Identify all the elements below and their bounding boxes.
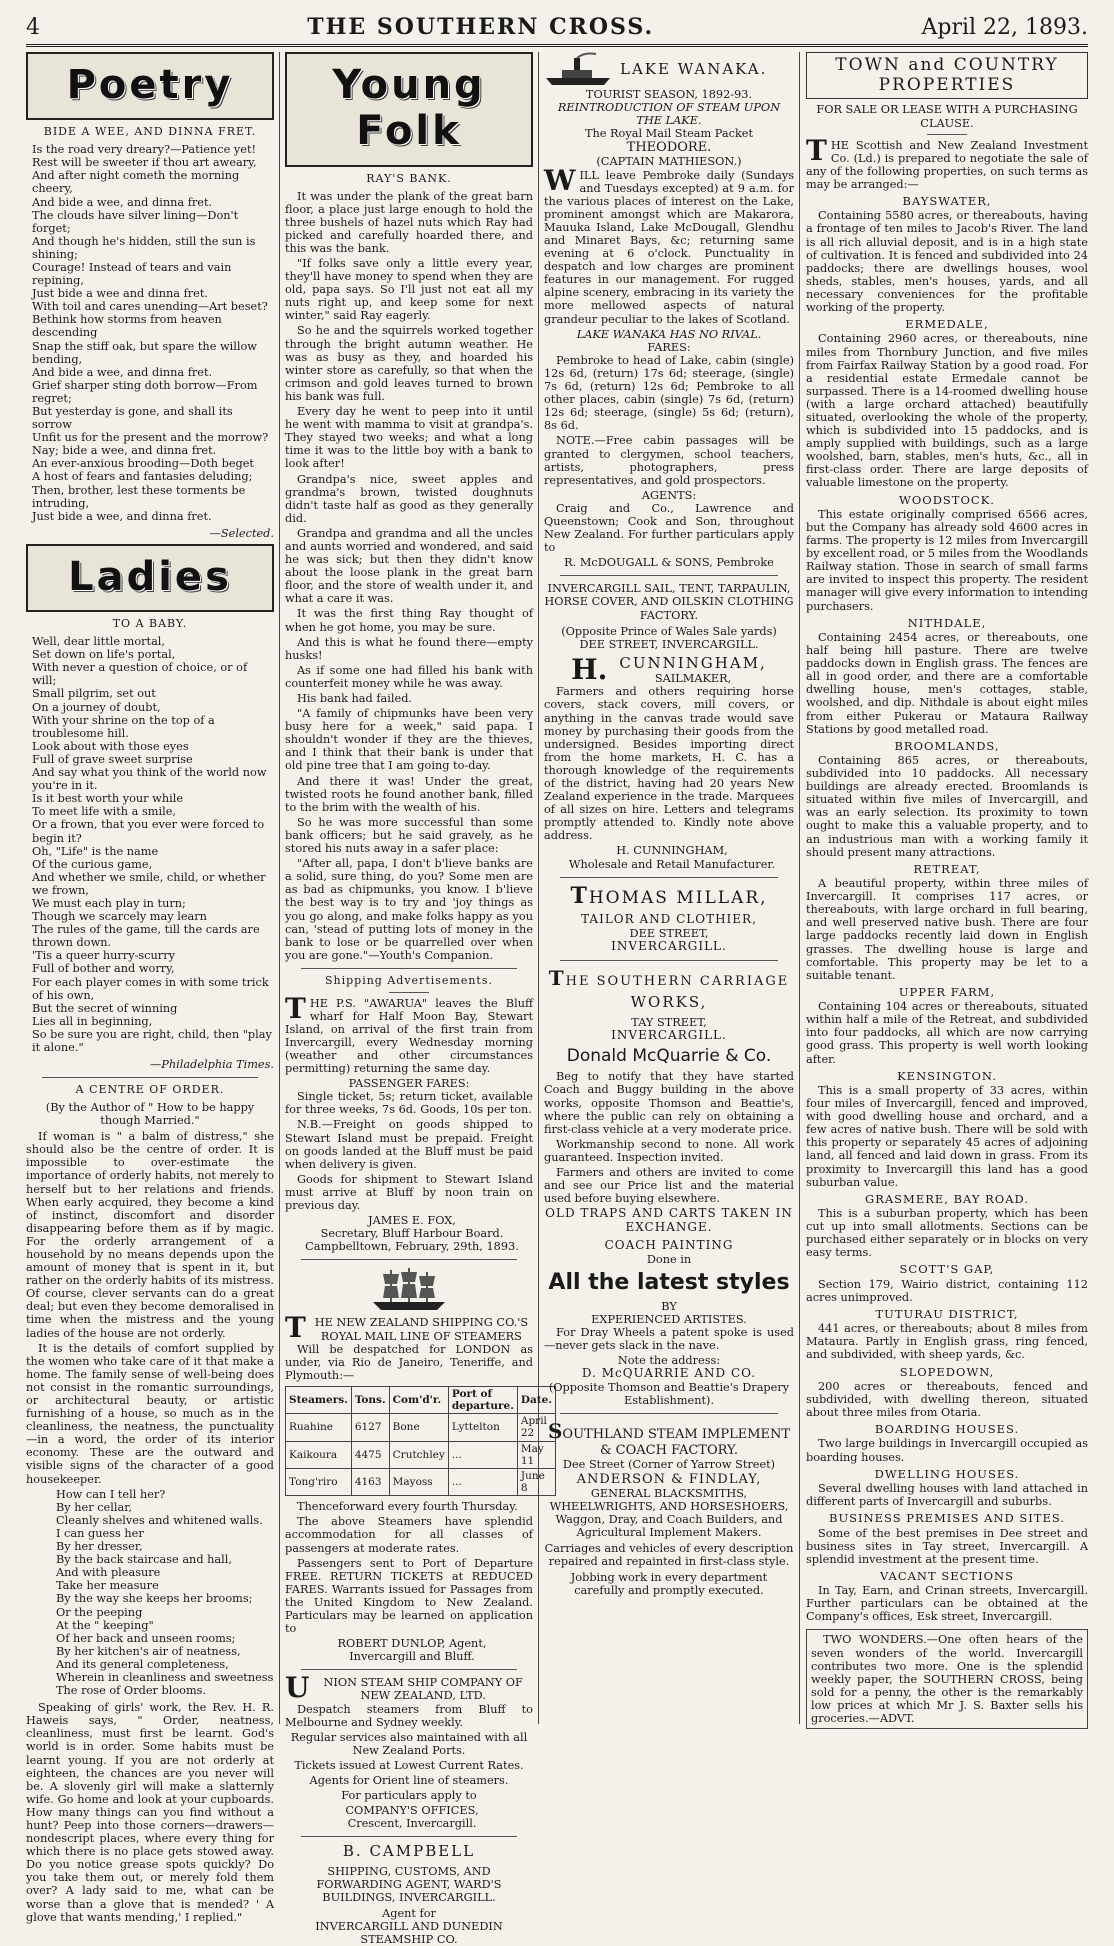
table-header: Tons.: [351, 1386, 389, 1413]
wanaka-rival: LAKE WANAKA HAS NO RIVAL.: [576, 327, 762, 341]
table-cell: Mayoss: [389, 1468, 448, 1495]
wanaka-body: [544, 163, 794, 326]
table-row: [286, 1441, 556, 1468]
dropcap-t: T: [285, 1311, 306, 1345]
article-paragraph: Speaking of girls' work, the Rev. H. R. Haweis says, " Order, neatness, cleanliness, must first be learnt. God's world is in order. Some habits must be learnt young. If you are not orderly at eighteen, the chances are you never will be. A slovenly girl will make a slatternly wife. Go home and look at your cupboards. How many things can you find without a hunt? Peep into those corners—drawers—nondescript places, where every thing for which there is no place gets stowed away. Do you notice grease spots quickly? Do you take them out, or merely fold them over? A lady said to me, what can be worse than a glove that is mended? ' A glove that wants mending,' I replied.": [26, 1701, 274, 1924]
union-signature: COMPANY'S OFFICES, Crescent, Invercargill.: [345, 1804, 479, 1831]
article-paragraph: If woman is " a balm of distress," she should also be the centre of order. It is impossible to over-estimate the importance of orderly habits, not merely to herself but to her relations and friends. When early acquired, they become a kind of instinct, discomfort and disorder disappearing before them as if by magic. For the orderly arrangement of a household by no means depends upon the amount of money that is spent in it, but rather on the orderly habits of its mistress. Of course, clever servants can do a great deal; but even they become demoralised in time when the mistress and the young ladies of the house are not orderly.: [26, 1130, 274, 1340]
column-rule: [279, 52, 280, 1724]
table-cell: Ruahine: [286, 1414, 352, 1441]
property-name: WOODSTOCK.: [899, 492, 995, 507]
divider: [560, 1413, 778, 1414]
steam-waggon: Waggon, Dray, and Coach Builders, and Agricultural Implement Makers.: [555, 1512, 783, 1539]
wanaka-season: TOURIST SEASON, 1892-93.: [585, 88, 753, 101]
property-description: This is a suburban property, which has been cut up into small allotments. Sections can be purchased either separately or in blocks on very easy terms.: [806, 1207, 1088, 1260]
story-paragraph: It was the first thing Ray thought of when he got home, you may be sure.: [285, 607, 533, 634]
awarua-text: HE P.S. "AWARUA" leaves the Bluff wharf for Half Moon Bay, Stewart Island, on arrival of the first train from Invercargill, every Wednesday morning (weather and other circumstances permitting) returning the same day.: [285, 996, 533, 1076]
poetry-banner: Poetry: [66, 62, 234, 108]
divider: [560, 960, 778, 961]
property-name: BOARDING HOUSES.: [874, 1422, 1020, 1437]
shipping-header: Shipping Advertisements.: [324, 973, 493, 987]
mcquarrie-dray: For Dray Wheels a patent spoke is used—never gets slack in the nave.: [544, 1325, 794, 1352]
poem-source: —Philadelphia Times.: [149, 1058, 274, 1072]
wanaka-note: NOTE.—Free cabin passages will be granted to clergymen, school teachers, artists, photographers, press representatives, and gold prospectors.: [544, 434, 794, 487]
column-poetry-ladies: [26, 52, 274, 1924]
property-name: DWELLING HOUSES.: [874, 1466, 1020, 1481]
mcquarrie-traps: OLD TRAPS AND CARTS TAKEN IN EXCHANGE.: [545, 1206, 793, 1235]
mcquarrie-done: Done in: [646, 1253, 692, 1266]
property-description: Some of the best premises in Dee street and business sites in Tay street, Invercargill. A splendid investment at the present time.: [806, 1526, 1088, 1566]
divider: [927, 134, 967, 135]
cunningham-heading: [544, 655, 794, 685]
article-title: A CENTRE OF ORDER.: [75, 1083, 225, 1097]
millar-trade: TAILOR AND CLOTHIER,: [581, 912, 757, 927]
wanaka-agents-title: AGENTS:: [641, 488, 697, 502]
table-cell: Bone: [389, 1414, 448, 1441]
carriage-title-text: HE SOUTHERN CARRIAGE: [565, 974, 790, 990]
millar-street: DEE STREET,: [629, 927, 709, 941]
union-paragraph: Agents for Orient line of steamers.: [309, 1774, 509, 1788]
ladies-banner-box: [26, 544, 274, 612]
story-paragraph: It was under the plank of the great barn floor, a place just large enough to hold the three bushels of hazel nuts which Ray had picked and carefully hoarded there, and this was the bank.: [285, 189, 533, 255]
nz-intro: Will be despatched for LONDON as under, via Rio de Janeiro, Teneriffe, and Plymouth:—: [285, 1342, 533, 1382]
nz-paragraph: The above Steamers have splendid accommodation for all classes of passengers at moderate rates.: [285, 1515, 533, 1555]
masthead: [26, 10, 1088, 47]
millar-name: THOMAS MILLAR,: [570, 882, 768, 909]
union-title: [285, 1671, 533, 1705]
property-name: BUSINESS PREMISES AND SITES.: [829, 1511, 1065, 1526]
steam-title-text: OUTHLAND STEAM IMPLEMENT & COACH FACTORY.: [562, 1427, 791, 1459]
story-paragraph: So he was more successful than some bank officers; but he said gravely, as he stored his nuts away in a safer place:: [285, 815, 533, 856]
mcquarrie-name: Donald McQuarrie & Co.: [566, 1045, 772, 1066]
property-name: TUTURAU DISTRICT,: [875, 1306, 1019, 1321]
story-paragraph: And this is what he found there—empty husks!: [285, 635, 533, 662]
union-paragraph: Tickets issued at Lowest Current Rates.: [294, 1758, 524, 1772]
property-description: In Tay, Earn, and Crinan streets, Invercargill. Further particulars can be obtained at the Company's offices, Esk street, Invercargill.: [806, 1584, 1088, 1624]
divider: [42, 1077, 258, 1078]
steam-title: SOUTHLAND STEAM IMPLEMENT & COACH FACTORY.: [547, 1419, 791, 1459]
steam-names: ANDERSON & FINDLAY,: [576, 1471, 762, 1487]
story-paragraph: Grandpa's nice, sweet apples and grandma's brown, twisted doughnuts didn't taste half as good as they generally did.: [285, 472, 533, 525]
properties-title-box: [806, 52, 1088, 99]
wanaka-fares-title: FARES:: [647, 340, 691, 354]
poem-title: TO A BABY.: [112, 617, 188, 631]
campbell-agent: Agent for: [382, 1907, 436, 1921]
wanaka-signature: R. McDOUGALL & SONS, Pembroke: [564, 556, 774, 570]
property-description: This is a small property of 33 acres, within four miles of Invercargill, fenced and improved, with good dwelling house and orchard, and a few acres of native bush. There will be sold with this property or separately 45 acres of adjoining land, all fenced and laid down in grass. From its proximity to Invercargill this land has a good suburban value.: [806, 1083, 1088, 1189]
union-paragraph: For particulars apply to: [341, 1789, 477, 1803]
story-paragraph: Every day he went to peep into it until he went with mamma to visit at grandpa's. They stayed two weeks; and what a long time it was to the little boy with a bank to look after!: [285, 405, 533, 471]
mcquarrie-paragraph: Workmanship second to none. All work guaranteed. Inspection invited.: [544, 1137, 794, 1164]
cunningham-street: DEE STREET, INVERCARGILL.: [579, 637, 759, 651]
ladies-banner: Ladies: [68, 553, 232, 600]
table-cell: 4475: [351, 1441, 389, 1468]
mcquarrie-coach: COACH PAINTING: [604, 1238, 734, 1253]
issue-date: April 22, 1893.: [921, 14, 1088, 40]
carriage-street: TAY STREET,: [631, 1015, 707, 1029]
story-title: RAY'S BANK.: [366, 171, 452, 185]
steam-trades: GENERAL BLACKSMITHS, WHEELWRIGHTS, AND HORSESHOERS,: [549, 1486, 789, 1513]
steam-carriages: Carriages and vehicles of every description repaired and repainted in first-class style.: [544, 1541, 794, 1569]
wanaka-ship: THEODORE.: [626, 140, 712, 156]
wanaka-agents: Craig and Co., Lawrence and Queenstown; Cook and Son, throughout New Zealand. For further particulars apply to: [544, 501, 794, 555]
dropcap-h: H.: [571, 653, 608, 687]
awarua-nb: N.B.—Freight on goods shipped to Stewart Island must be prepaid. Freight on goods landed at the Bluff must be paid when delivery is given.: [285, 1118, 533, 1171]
story-paragraph: His bank had failed.: [297, 692, 413, 705]
mcquarrie-artistes: EXPERIENCED ARTISTES.: [591, 1312, 747, 1326]
divider: [389, 992, 429, 993]
divider: [301, 1836, 517, 1837]
poetry-banner-box: [26, 52, 274, 120]
table-cell: 6127: [351, 1414, 389, 1441]
column-properties: [806, 52, 1088, 1724]
newspaper-title: THE SOUTHERN CROSS.: [307, 14, 655, 40]
steam-street: Dee Street (Corner of Yarrow Street): [562, 1458, 776, 1472]
divider: [560, 877, 778, 878]
mcquarrie-by: BY: [661, 1299, 677, 1313]
campbell-agent-company: INVERCARGILL AND DUNEDIN STEAMSHIP CO.: [315, 1920, 503, 1946]
properties-title: TOWN and COUNTRY PROPERTIES: [835, 55, 1059, 95]
property-name: VACANT SECTIONS: [880, 1568, 1014, 1583]
nz-paragraph: Thenceforward every fourth Thursday.: [297, 1500, 518, 1514]
steamer-schedule-table: [285, 1386, 556, 1496]
carriage-title: THE SOUTHERN CARRIAGE: [548, 966, 790, 991]
nz-shipping-title-text: HE NEW ZEALAND SHIPPING CO.'S ROYAL MAIL LINE OF STEAMERS: [314, 1316, 529, 1343]
table-row: [286, 1468, 556, 1495]
story-paragraph: Grandpa and grandma and all the uncles and aunts worried and wondered, and said he was sick; but then they didn't know about the loose plank in the great barn floor, and the store of wealth under it, and what a care it was.: [285, 526, 533, 606]
wanaka-header: [544, 52, 794, 88]
campbell-text: SHIPPING, CUSTOMS, AND FORWARDING AGENT, WARD'S BUILDINGS, INVERCARGILL.: [316, 1864, 502, 1904]
poem-source: —Selected.: [209, 526, 274, 540]
divider: [301, 1669, 517, 1670]
wanaka-body-text: ILL leave Pembroke daily (Sundays and Tuesdays excepted) at 9 a.m. for the various places of interest on the Lake, prominent amongst which are Makarora, Mauuka Island, Lake McDougall, Glendhu and Minaret Bays, &c; returning same evening at 6 o'clock. Punctuality in despatch and low charges are prominent features in our management. For rugged alpine scenery, embracing in its variety the more mellowed aspects of natural grandeur peculiar to the lakes of Scotland.: [544, 168, 794, 326]
properties-intro: [806, 133, 1088, 191]
young-folk-banner-box: [285, 52, 533, 167]
awarua-signature: JAMES E. FOX, Secretary, Bluff Harbour Board. Campbelltown, February, 29th, 1893.: [305, 1214, 519, 1254]
wanaka-captain: (CAPTAIN MATHIESON.): [596, 155, 742, 169]
wanaka-subtitle: REINTRODUCTION OF STEAM UPON THE LAKE.: [557, 101, 781, 128]
property-description: Containing 2960 acres, or thereabouts, nine miles from Thornbury Junction, and five miles from Fairfax Railway Station by a good road. For a residential estate Ermedale cannot be surpassed. There is a 14-roomed dwelling house (with a large orchard attached) beautifully situated, overlooking the whole of the property, which is subdivided into 15 paddocks, and is amply supplied with buildings, such as a large woolshed, barn, stables, men's huts, &c., all in first-class order. There are large deposits of valuable limestone on the property.: [806, 332, 1088, 490]
poem-title: BIDE A WEE, AND DINNA FRET.: [43, 125, 257, 139]
union-paragraph: Regular services also maintained with all New Zealand Ports.: [290, 1730, 528, 1757]
property-description: 200 acres or thereabouts, fenced and subdivided, with dwelling thereon, situated about three miles from Otaria.: [806, 1379, 1088, 1420]
steam-jobbing: Jobbing work in every department carefully and promptly executed.: [570, 1571, 768, 1598]
article-verse: How can I tell her? By her cellar, Cleanly shelves and whitened walls. I can guess her By her dresser, By the back staircase and hall, And with pleasure Take her measure By the way she keeps her brooms; Or the peeping At the " keeping" Of her back and unseen rooms; By her kitchen's air of neatness, And its general completeness, Wherein in cleanliness and sweetness The rose of Order blooms.: [56, 1487, 274, 1698]
wanaka-packet: The Royal Mail Steam Packet: [584, 127, 754, 141]
mcquarrie-styles: All the latest styles: [548, 1270, 790, 1296]
carriage-town: INVERCARGILL.: [611, 1027, 727, 1042]
table-cell: Kaikoura: [286, 1441, 352, 1468]
mcquarrie-paragraph: Farmers and others are invited to come and see our Price list and the material used before buying elsewhere.: [544, 1166, 794, 1206]
mcquarrie-note: Note the address:: [617, 1353, 721, 1367]
nz-shipping-title: [285, 1311, 533, 1345]
dropcap-t: T: [806, 133, 827, 167]
carriage-works: WORKS,: [630, 993, 708, 1012]
campbell-name: B. CAMPBELL: [342, 1842, 476, 1861]
property-name: UPPER FARM,: [898, 984, 996, 999]
article-byline: (By the Author of " How to be happy though Married.": [45, 1100, 255, 1128]
millar-town: INVERCARGILL.: [611, 939, 727, 954]
table-header: Port of departure.: [448, 1386, 517, 1413]
cunningham-body: Farmers and others requiring horse covers, stack covers, mill covers, or anything in the canvas trade would save money by purchasing their goods from the undersigned. Besides importing direct from the home markets, H. C. has a thorough knowledge of the requirements of the district, having had 20 years New Zealand experience in the trade. Marquees of all sizes on hire. Letters and telegrams promptly attended to. Kindly note above address.: [544, 685, 794, 843]
table-header: Com'd'r.: [389, 1386, 448, 1413]
dropcap-t: T: [285, 991, 306, 1025]
divider: [301, 1259, 517, 1260]
property-description: Containing 865 acres, or thereabouts, subdivided into 10 paddocks. All necessary buildings are already erected. Broomlands is situated within five miles of Invercargill, and was an early selection. Its proximity to town ought to make this a valuable property, and to an industrious man with a working family it should present many attractions.: [806, 754, 1088, 859]
millar-name-text: HOMAS MILLAR,: [588, 887, 768, 908]
story-paragraph: As if some one had filled his bank with counterfeit money while he was away.: [285, 663, 533, 690]
story-paragraph: "A family of chipmunks have been very busy here for a week," said papa. I shouldn't wonder if they are the thieves, and I think that their bank is under that old pine tree that I am going to-day.: [285, 707, 533, 773]
union-title-text: NION STEAM SHIP COMPANY OF NEW ZEALAND, LTD.: [323, 1676, 523, 1703]
table-cell: Lyttelton: [448, 1414, 517, 1441]
property-name: BAYSWATER,: [902, 194, 992, 208]
property-description: Several dwelling houses with land attached in different parts of Invercargill and suburbs.: [806, 1482, 1088, 1509]
table-header: Steamers.: [286, 1386, 352, 1413]
property-name: NITHDALE,: [907, 615, 987, 630]
story-paragraph: And there it was! Under the great, twisted roots he found another bank, filled to the brim with the wealth of his.: [285, 774, 533, 814]
awarua-fares: Single ticket, 5s; return ticket, available for three weeks, 7s 6d. Goods, 10s per ton.: [285, 1090, 533, 1117]
property-description: Containing 104 acres or thereabouts, situated within half a mile of the Retreat, and subdivided into four paddocks, all which are now carrying good grass. This property is well worth looking after.: [806, 1000, 1088, 1066]
wanaka-title: LAKE WANAKA.: [620, 60, 768, 79]
property-name: BROOMLANDS,: [894, 738, 1000, 753]
table-cell: June 8: [517, 1468, 555, 1495]
steamboat-icon: [544, 52, 614, 88]
cunningham-name: CUNNINGHAM,: [619, 653, 767, 672]
property-name: SLOPEDOWN,: [899, 1364, 995, 1379]
property-description: This estate originally comprised 6566 acres, but the Company has already sold 4600 acres in farms. The property is 12 miles from Invercargill by excellent road, or 5 miles from the Woodlands Railway station. Those in search of small farms are invited to inspect this property. The resident manager will give every information to intending purchasers.: [806, 507, 1088, 613]
nz-paragraph: Passengers sent to Port of Departure FREE. RETURN TICKETS at REDUCED FARES. Warrants issued for Passages from the United Kingdom to New Zealand. Particulars may be learned on application to: [285, 1556, 533, 1636]
property-name: ERMEDALE,: [905, 317, 989, 332]
table-cell: April 22: [517, 1414, 555, 1441]
awarua-goods: Goods for shipment to Stewart Island must arrive at Bluff by noon train on previous day.: [285, 1172, 533, 1213]
property-description: Two large buildings in Invercargill occupied as boarding houses.: [806, 1437, 1088, 1464]
article-paragraph: It is the details of comfort supplied by the women who take care of it that make a home. The family sense of well-being does not consist in the romantic surroundings, or architectural beauty, or artistic furnishing of a house, so much as in the cleanliness, the neatness, the punctuality—in a word, the order of its interior economy. These are the outward and visible signs of the character of a good housekeeper.: [26, 1341, 274, 1486]
properties-intro-text: HE Scottish and New Zealand Investment Co. (Ld.) is prepared to negotiate the sale of any of the following properties, on such terms as may be arranged:—: [806, 138, 1088, 191]
two-wonders-notice: TWO WONDERS.—One often hears of the seven wonders of the world. Invercargill contributes two more. One is the splendid weekly paper, the SOUTHERN CROSS, being sold for a penny, the other is the remarkably low prices at which Mr J. S. Baxter sells his groceries.—ADVT.: [806, 1629, 1088, 1729]
union-paragraph: Despatch steamers from Bluff to Melbourne and Sydney weekly.: [285, 1702, 533, 1729]
column-young-folk-shipping: [285, 52, 552, 1946]
story-paragraph: "If folks save only a little every year, they'll have money to spend when they are old, papa says. So I'll just not eat all my nuts right up, and keep some for next winter," said Ray eagerly.: [285, 257, 533, 323]
table-cell: 4163: [351, 1468, 389, 1495]
awarua-ad: [285, 991, 533, 1076]
mcquarrie-signature: D. McQUARRIE AND CO.: [581, 1366, 757, 1381]
divider: [560, 575, 778, 576]
table-cell: ...: [448, 1468, 517, 1495]
property-description: Section 179, Wairio district, containing 112 acres unimproved.: [806, 1277, 1088, 1304]
property-description: Containing 2454 acres, or thereabouts, one half being hill pasture. There are twelve paddocks down in English grass. The fences are all in good order, and there are a comfortable dwelling house, men's cottages, stable, woolshed, and dip. Nithdale is about eight miles from either Pukerau or Mataura Railway Stations by good metalled road.: [806, 630, 1088, 736]
mcquarrie-paragraph: Beg to notify that they have started Coach and Buggy building in the above works, opposite Thomson and Beattie's, where the public can rely on obtaining a first-class vehicle at a very moderate price.: [544, 1070, 794, 1136]
poem-text: Well, dear little mortal, Set down on life's portal, With never a question of choice, or of will; Small pilgrim, set out On a journey of doubt, With your shrine on the top of a troublesome hill. Look about with those eyes Full of grave sweet surprise And say what you think of the world now you're in it. Is it best worth your while To meet life with a smile, Or a frown, that you ever were forced to begin it? Oh, "Life" is the name Of the curious game, And whether we smile, child, or whether we frown, We must each play in turn; Though we scarcely may learn The rules of the game, till the cards are thrown down. 'Tis a queer hurry-scurry Full of bother and worry, For each player comes in with some trick of his own, But the secret of winning Lies all in beginning, So be sure you are right, child, then "play it alone.": [32, 635, 272, 1054]
table-header-row: [286, 1386, 556, 1413]
table-header: Date.: [517, 1386, 555, 1413]
property-name: RETREAT,: [913, 861, 981, 876]
column-rule: [799, 52, 800, 1724]
property-description: 441 acres, or thereabouts; about 8 miles from Mataura. Partly in English grass, ring fenced, and subdivided, with sheep yards, &c.: [806, 1322, 1088, 1362]
table-cell: Tong'riro: [286, 1468, 352, 1495]
property-name: KENSINGTON.: [897, 1068, 997, 1083]
property-name: SCOTT'S GAP,: [899, 1262, 995, 1277]
property-name: GRASMERE, BAY ROAD.: [865, 1191, 1029, 1206]
wanaka-fares: Pembroke to head of Lake, cabin (single) 12s 6d, (return) 17s 6d; steerage, (single) 7s 6d, (return) 12s 6d; Pembroke to all other places, cabin (single) 7s 6d, (return) 12s 6d; steerage, (single) 5s 6d; (return), 8s 6d.: [544, 353, 794, 433]
cunningham-trade: SAILMAKER,: [654, 672, 732, 686]
cunningham-signature: H. CUNNINGHAM, Wholesale and Retail Manufacturer.: [568, 844, 776, 871]
dropcap-u: U: [285, 1671, 310, 1705]
table-row: [286, 1414, 556, 1441]
story-paragraph: So he and the squirrels worked together through the bright autumn weather. He was as busy as they, and hoarded his winter store as carefully, so that when the crimson and gold leaves turned to brown his bank was full.: [285, 324, 533, 403]
young-folk-banner: Young Folk: [332, 62, 486, 155]
dropcap-w: W: [544, 163, 576, 197]
property-description: Containing 5580 acres, or thereabouts, having a frontage of ten miles to Jacob's River. The land is all rich alluvial deposit, and is in a high state of cultivation. It is fenced and subdivided into 24 paddocks; there are dwellings houses, wool sheds, stables, men's houses, yards, and all necessary conveniences for the profitable working of the property.: [806, 209, 1088, 314]
properties-subtitle: FOR SALE OR LEASE WITH A PURCHASING CLAUSE.: [816, 103, 1078, 130]
property-description: A beautiful property, within three miles of Invercargill. It comprises 117 acres, or thereabouts, with large orchard in full bearing, and well preserved native bush. There are four large paddocks recently laid down in English grasses. The dwelling house is large and comfortable. This property may be let to a suitable tenant.: [806, 877, 1088, 982]
table-cell: ...: [448, 1441, 517, 1468]
poem-text: Is the road very dreary?—Patience yet! Rest will be sweeter if thou art aweary, And after night cometh the morning cheery, And bide a wee, and dinna fret. The clouds have silver lining—Don't forget; And though he's hidden, still the sun is shining; Courage! Instead of tears and vain repining, Just bide a wee and dinna fret. With toil and cares unending—Art beset? Bethink how storms from heaven descending Snap the stiff oak, but spare the willow bending, And bide a wee, and dinna fret. Grief sharper sting doth borrow—From regret; But yesterday is gone, and shall its sorrow Unfit us for the present and the morrow? Nay; bide a wee, and dinna fret. An ever-anxious brooding—Doth beget A host of fears and fantasies deluding; Then, brother, lest these torments be intruding, Just bide a wee, and dinna fret.: [32, 143, 269, 523]
cunningham-opposite: (Opposite Prince of Wales Sale yards): [561, 624, 777, 638]
table-cell: Crutchley: [389, 1441, 448, 1468]
mcquarrie-opposite: (Opposite Thomson and Beattie's Drapery Establishment).: [548, 1380, 790, 1408]
page-number: 4: [26, 14, 40, 40]
nz-signature: ROBERT DUNLOP, Agent, Invercargill and Bluff.: [337, 1637, 487, 1664]
table-cell: May 11: [517, 1441, 555, 1468]
property-listings: [806, 195, 1088, 1623]
divider: [301, 968, 517, 969]
cunningham-factory: INVERCARGILL SAIL, TENT, TARPAULIN, HORSE COVER, AND OILSKIN CLOTHING FACTORY.: [544, 582, 794, 622]
sailing-ship-icon: [369, 1266, 449, 1314]
column-advertisements: [544, 52, 794, 1724]
story-paragraph: "After all, papa, I don't b'lieve banks are a solid, sure thing, do you? Some men are as bad as chipmunks, you know. I b'lieve the best way is to try and 'joy things as you go along, and make folks happy as you can, 'stead of putting lots of money in the bank to lose or be quarrelled over when you are gone."—Youth's Companion.: [285, 857, 533, 962]
awarua-fares-title: PASSENGER FARES:: [348, 1077, 470, 1091]
